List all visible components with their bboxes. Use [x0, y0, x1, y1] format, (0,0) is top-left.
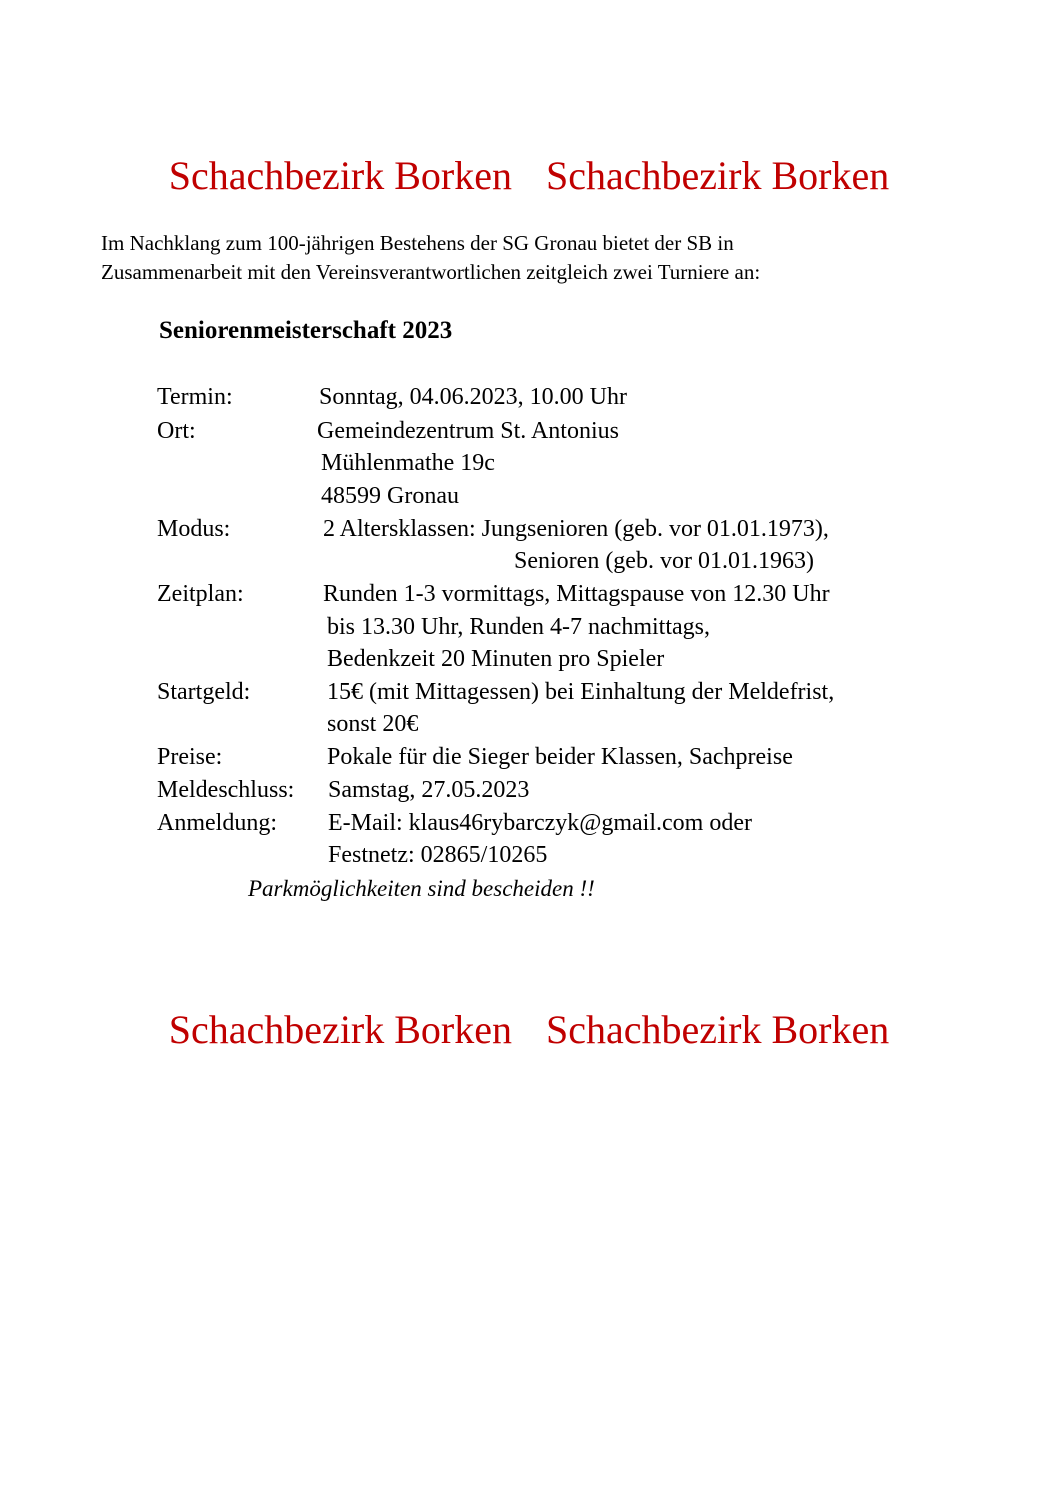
anmeldung-line: Festnetz: 02865/10265: [328, 842, 548, 868]
startgeld-line: sonst 20€: [327, 711, 419, 737]
modus-label: Modus:: [157, 516, 231, 542]
ort-label: Ort:: [157, 418, 196, 444]
zeitplan-line: Bedenkzeit 20 Minuten pro Spieler: [327, 646, 665, 672]
ort-line: 48599 Gronau: [321, 483, 459, 509]
zeitplan-label: Zeitplan:: [157, 581, 244, 607]
termin-value: Sonntag, 04.06.2023, 10.00 Uhr: [319, 384, 627, 410]
zeitplan-line: Runden 1-3 vormittags, Mittagspause von 12.30 Uhr: [323, 581, 830, 607]
anmeldung-label: Anmeldung:: [157, 810, 277, 836]
modus-line: 2 Altersklassen: Jungsenioren (geb. vor 01.01.1973),: [323, 516, 829, 542]
meldeschluss-label: Meldeschluss:: [157, 777, 295, 803]
preise-value: Pokale für die Sieger beider Klassen, Sachpreise: [327, 744, 793, 770]
preise-label: Preise:: [157, 744, 223, 770]
banner-text-right: Schachbezirk Borken: [546, 1007, 890, 1052]
ort-line: Mühlenmathe 19c: [321, 450, 495, 476]
parking-note: Parkmöglichkeiten sind bescheiden !!: [248, 876, 595, 901]
termin-label: Termin:: [157, 384, 233, 410]
banner-text-left: Schachbezirk Borken: [168, 1007, 512, 1052]
intro-line: Zusammenarbeit mit den Vereinsverantwortlichen zeitgleich zwei Turniere an:: [101, 260, 761, 284]
startgeld-line: 15€ (mit Mittagessen) bei Einhaltung der Meldefrist,: [327, 679, 835, 705]
intro-paragraph: [101, 229, 1001, 287]
event-title: Seniorenmeisterschaft 2023: [159, 317, 453, 344]
banner-text-right: Schachbezirk Borken: [546, 153, 890, 198]
zeitplan-line: bis 13.30 Uhr, Runden 4-7 nachmittags,: [327, 614, 710, 640]
intro-line: Im Nachklang zum 100-jährigen Bestehens der SG Gronau bietet der SB in: [101, 231, 734, 255]
anmeldung-line: E-Mail: klaus46rybarczyk@gmail.com oder: [328, 810, 752, 836]
startgeld-label: Startgeld:: [157, 679, 251, 705]
top-banner: [0, 153, 1058, 198]
banner-text-left: Schachbezirk Borken: [168, 153, 512, 198]
bottom-banner: [0, 1007, 1058, 1052]
meldeschluss-value: Samstag, 27.05.2023: [328, 777, 530, 803]
modus-line: Senioren (geb. vor 01.01.1963): [514, 548, 814, 574]
ort-line: Gemeindezentrum St. Antonius: [317, 418, 619, 444]
